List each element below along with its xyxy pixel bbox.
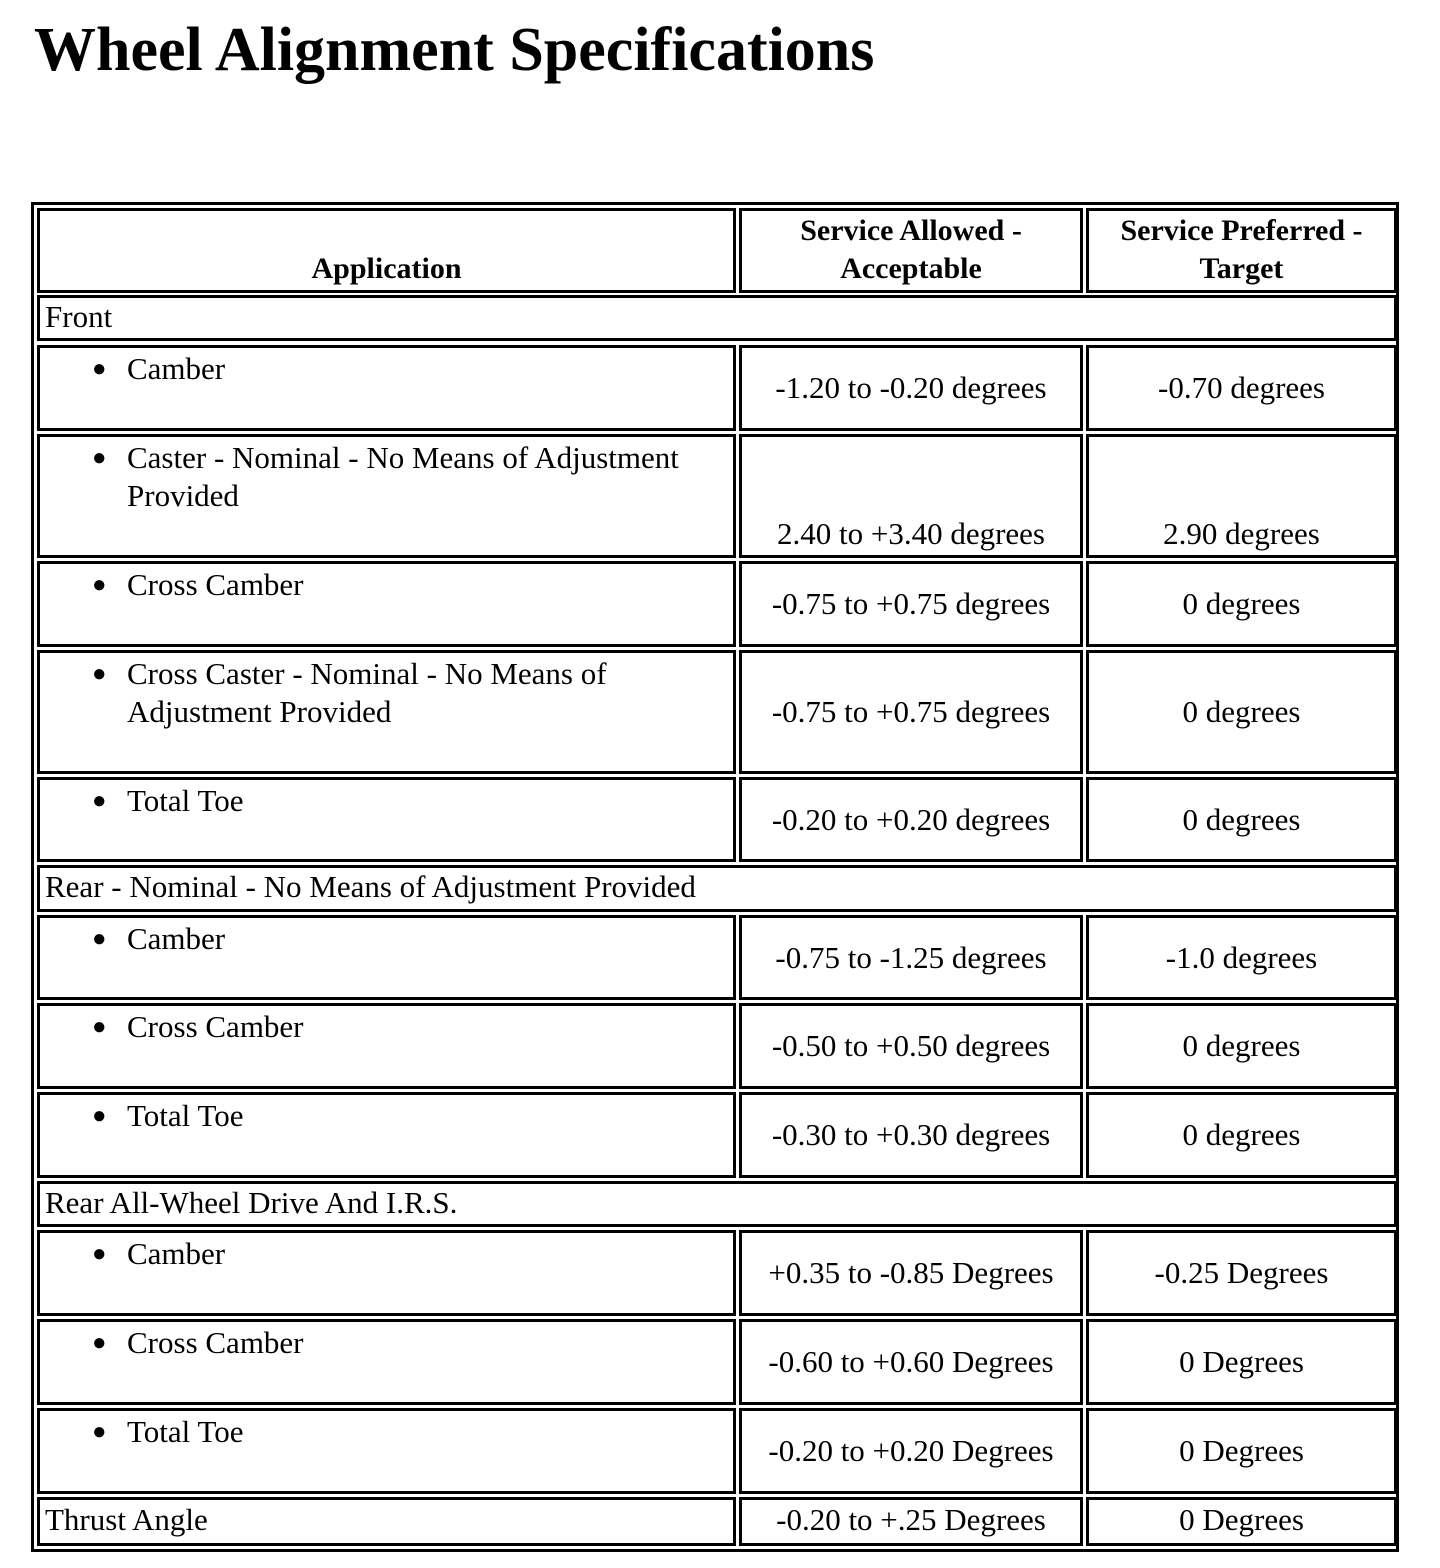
table-cell-allowed [739,561,1083,647]
table-row-application [37,777,736,862]
section-row-front [37,295,1397,341]
table-cell-preferred [1086,1408,1397,1494]
preferred-value: 0 Degrees [1179,1344,1304,1379]
allowed-value: -0.30 to +0.30 degrees [771,1117,1051,1152]
table-row-application [37,1230,736,1316]
application-label: Camber [127,921,226,956]
table-cell-preferred [1086,561,1397,647]
table-cell-allowed [739,434,1083,558]
preferred-value: -0.25 Degrees [1154,1255,1329,1290]
table-cell-preferred [1086,650,1397,774]
table-row-application [37,1003,736,1089]
application-label: Camber [127,351,226,386]
table-row-application [37,1408,736,1494]
application-label: Thrust Angle [45,1502,208,1537]
table-row-application [37,1092,736,1178]
table-cell-preferred [1086,777,1397,862]
preferred-value: 0 Degrees [1179,1502,1304,1537]
application-label: Caster - Nominal - No Means of Adjustment Provided [127,440,679,513]
table-cell-preferred [1086,1319,1397,1405]
page-title: Wheel Alignment Specifications [34,16,875,84]
allowed-value: -0.20 to +.25 Degrees [776,1502,1046,1537]
table-cell-preferred [1086,915,1397,1000]
allowed-value: -0.75 to +0.75 degrees [771,586,1051,621]
section-row-rear-nominal [37,865,1397,912]
section-label: Front [45,299,113,334]
table-row-application [37,561,736,647]
application-label: Cross Camber [127,1325,304,1360]
section-label: Rear All-Wheel Drive And I.R.S. [45,1185,458,1220]
preferred-value: 0 degrees [1182,1117,1301,1152]
allowed-value: -0.60 to +0.60 Degrees [768,1344,1054,1379]
application-label: Cross Caster - Nominal - No Means of Adjustment Provided [127,656,607,729]
bullet-icon: ● [92,1241,107,1267]
table-cell-preferred [1086,345,1397,431]
table-cell-allowed [739,1230,1083,1316]
preferred-value: -0.70 degrees [1158,370,1325,405]
allowed-value: -1.20 to -0.20 degrees [775,370,1047,405]
section-label: Rear - Nominal - No Means of Adjustment Provided [45,869,696,904]
table-cell-preferred [1086,1497,1397,1546]
allowed-value: -0.20 to +0.20 Degrees [768,1433,1054,1468]
preferred-value: 0 Degrees [1179,1433,1304,1468]
table-row-application [37,345,736,431]
table-cell-allowed [739,345,1083,431]
allowed-value: 2.40 to +3.40 degrees [776,516,1045,551]
table-cell-allowed [739,1408,1083,1494]
bullet-icon: ● [92,445,107,471]
bullet-icon: ● [92,1103,107,1129]
header-application [37,208,736,293]
preferred-value: 2.90 degrees [1163,516,1320,551]
bullet-icon: ● [92,1419,107,1445]
table-row-application [37,650,736,774]
preferred-value: 0 degrees [1182,694,1301,729]
bullet-icon: ● [92,661,107,687]
header-service-allowed [739,208,1083,293]
bullet-icon: ● [92,572,107,598]
allowed-value: +0.35 to -0.85 Degrees [768,1255,1054,1290]
application-label: Total Toe [127,1414,244,1449]
allowed-value: -0.75 to +0.75 degrees [771,694,1051,729]
bullet-icon: ● [92,788,107,814]
table-cell-allowed [739,915,1083,1000]
table-cell-preferred [1086,434,1397,558]
table-cell-allowed [739,1092,1083,1178]
application-label: Total Toe [127,783,244,818]
table-cell-allowed [739,1003,1083,1089]
table-row-application [37,1319,736,1405]
table-cell-allowed [739,777,1083,862]
bullet-icon: ● [92,1014,107,1040]
table-row-application [37,915,736,1000]
preferred-value: 0 degrees [1182,1028,1301,1063]
table-row-application [37,434,736,558]
application-label: Cross Camber [127,1009,304,1044]
allowed-value: -0.50 to +0.50 degrees [771,1028,1051,1063]
table-cell-preferred [1086,1230,1397,1316]
table-cell-preferred [1086,1092,1397,1178]
header-service-preferred [1086,208,1397,293]
table-row-thrust-angle [37,1497,736,1546]
bullet-icon: ● [92,1330,107,1356]
table-cell-allowed [739,1497,1083,1546]
table-cell-allowed [739,1319,1083,1405]
application-label: Cross Camber [127,567,304,602]
preferred-value: -1.0 degrees [1165,939,1318,975]
header-service-preferred-label: Service Preferred - Target [1120,214,1363,285]
section-row-rear-awd [37,1181,1397,1227]
header-application-label: Application [311,252,462,285]
preferred-value: 0 degrees [1182,586,1301,621]
application-label: Camber [127,1236,226,1271]
bullet-icon: ● [92,356,107,382]
bullet-icon: ● [92,926,107,952]
table-cell-allowed [739,650,1083,774]
application-label: Total Toe [127,1098,244,1133]
table-cell-preferred [1086,1003,1397,1089]
allowed-value: -0.20 to +0.20 degrees [771,801,1051,837]
header-service-allowed-label: Service Allowed - Acceptable [800,214,1022,285]
allowed-value: -0.75 to -1.25 degrees [775,939,1047,975]
preferred-value: 0 degrees [1182,801,1301,837]
